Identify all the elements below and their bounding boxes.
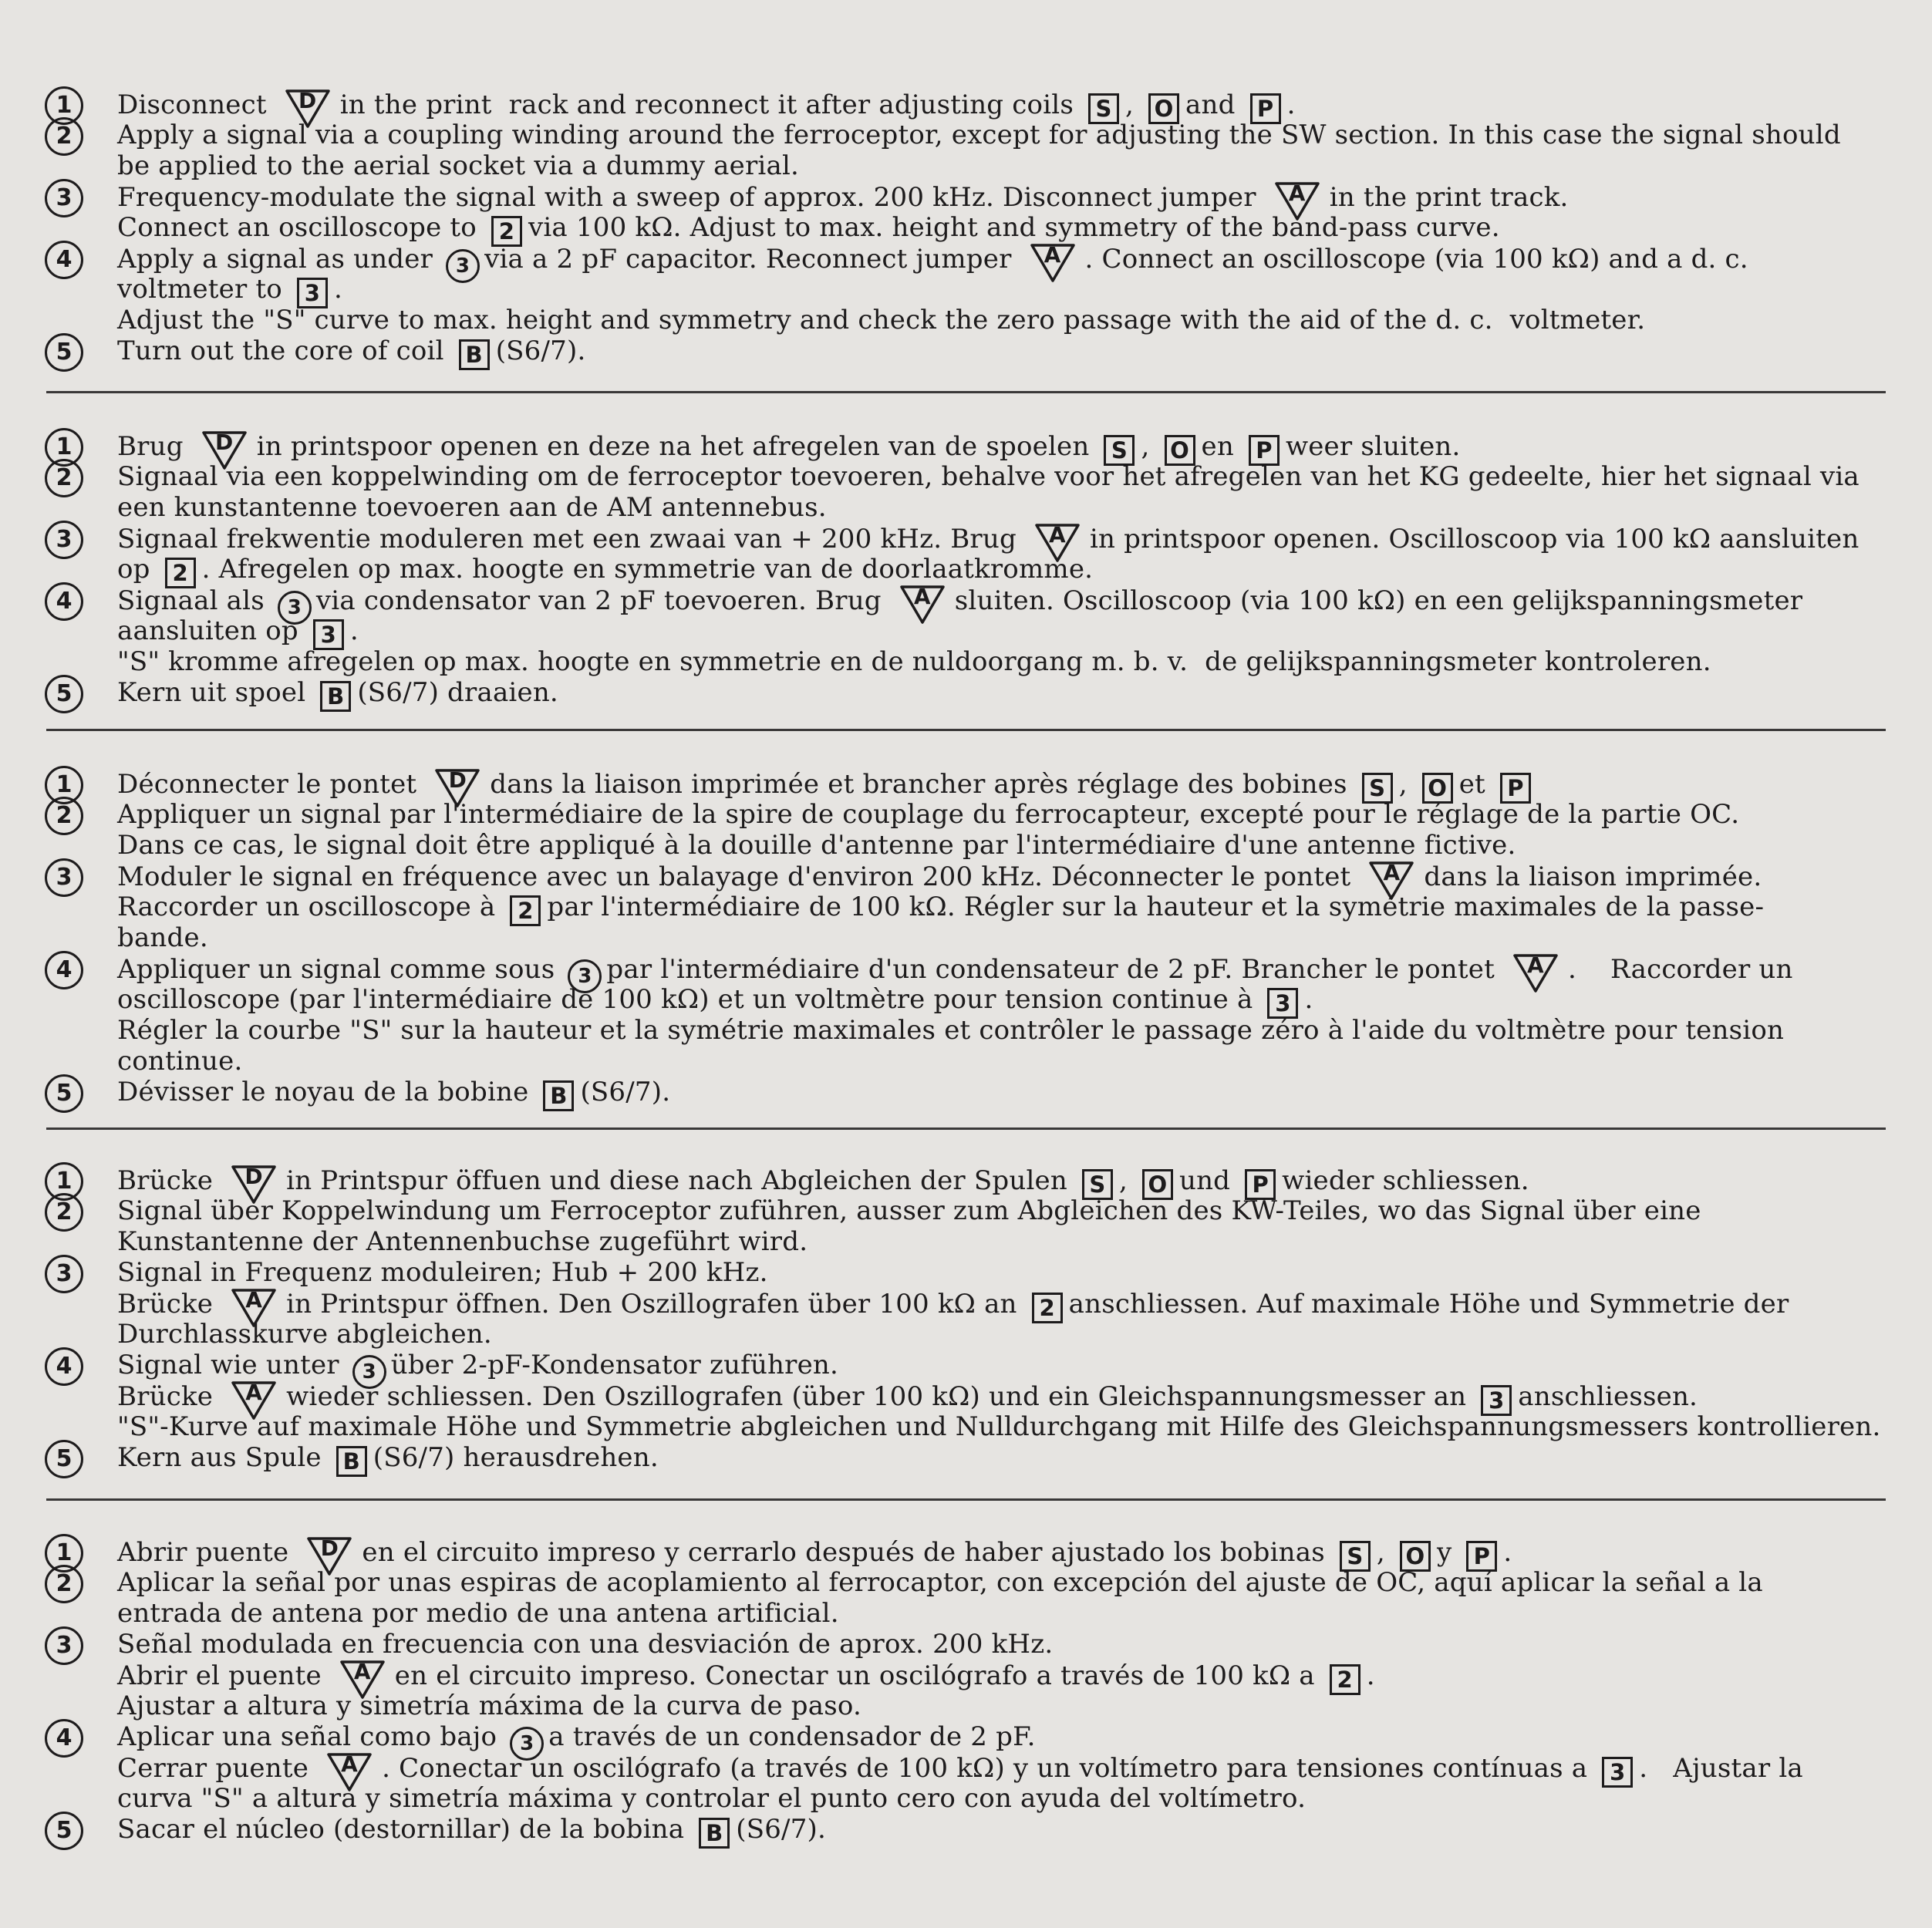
jumper-label: D xyxy=(320,1535,339,1561)
instruction-text: "S" kromme afregelen op max. hoogte en symmetrie en de nuldoorgang m. b. v. de gelijkspanningsmeter kontroleren. xyxy=(117,646,1711,677)
step-number: 4 xyxy=(45,1347,83,1386)
instruction-text: Connect an oscilloscope to xyxy=(117,212,477,243)
jumper-label: A xyxy=(245,1380,263,1405)
instruction-line xyxy=(117,212,1901,243)
boxed-reference-label: 3 xyxy=(1267,988,1298,1019)
step-number: 4 xyxy=(45,951,83,989)
instruction-text: . Connect an oscilloscope (via 100 kΩ) and a d. c. xyxy=(1084,244,1748,275)
instruction-line xyxy=(117,242,1901,278)
instruction-text: Kern aus Spule xyxy=(117,1442,322,1473)
instruction-text: . xyxy=(1366,1660,1375,1691)
step-number: 3 xyxy=(45,858,83,897)
instruction-text: dans la liaison imprimée et brancher après réglage des bobines xyxy=(490,769,1347,800)
boxed-reference-label: B xyxy=(543,1080,574,1111)
boxed-reference-label: 2 xyxy=(510,895,541,926)
section-divider xyxy=(46,729,1886,731)
instruction-text: par l'intermédiaire d'un condensateur de 2 pF. Brancher le pontet xyxy=(606,954,1495,985)
instruction-line xyxy=(117,89,1901,120)
instruction-text: . xyxy=(349,615,359,646)
step-reference-circle: 3 xyxy=(568,959,602,993)
section-divider xyxy=(46,1498,1886,1501)
instruction-text: bande. xyxy=(117,922,208,953)
step-number: 5 xyxy=(45,1074,83,1113)
instruction-line xyxy=(117,1814,1901,1845)
boxed-reference-label: O xyxy=(1400,1541,1431,1572)
step-number: 2 xyxy=(45,117,83,156)
instruction-text: continue. xyxy=(117,1046,243,1077)
instruction-text: in Printspur öffnen. Den Oszillografen über 100 kΩ an xyxy=(286,1289,1017,1320)
instruction-text: (S6/7). xyxy=(495,335,586,366)
instruction-text: "S"-Kurve auf maximale Höhe und Symmetrie abgleichen und Nulldurchgang mit Hilfe des Gleichspannungsmessers kontrollieren. xyxy=(117,1411,1881,1442)
instruction-line xyxy=(117,1350,1901,1384)
instruction-text: Dans ce cas, le signal doit être appliqué à la douille d'antenne par l'intermédiaire d'une antenne fictive. xyxy=(117,830,1516,861)
step-number: 4 xyxy=(45,582,83,621)
instruction-line xyxy=(117,1629,1901,1660)
instruction-text: in printspoor openen en deze na het afregelen van de spoelen xyxy=(256,431,1090,462)
step-reference-circle: 3 xyxy=(446,249,480,283)
instruction-text: . xyxy=(1503,1537,1512,1568)
instruction-text: Sacar el núcleo (destornillar) de la bobina xyxy=(117,1814,685,1845)
instruction-text: et xyxy=(1458,769,1485,800)
instruction-text: . xyxy=(1304,984,1313,1015)
instruction-text: via condensator van 2 pF toevoeren. Brug xyxy=(315,585,882,616)
step-number: 1 xyxy=(45,1162,83,1201)
instruction-text: Ajustar a altura y simetría máxima de la curva de paso. xyxy=(117,1690,861,1721)
instruction-text: , xyxy=(1118,1165,1128,1196)
jumper-label: A xyxy=(1527,952,1544,978)
instruction-text: Brücke xyxy=(117,1289,214,1320)
instruction-line xyxy=(117,1288,1901,1319)
instruction-line xyxy=(117,305,1901,335)
instruction-text: Brücke xyxy=(117,1165,214,1196)
instruction-text: in printspoor openen. Oscilloscoop via 100 kΩ aansluiten xyxy=(1089,524,1860,554)
instruction-line xyxy=(117,952,1901,988)
boxed-reference-label: 3 xyxy=(1602,1757,1633,1788)
boxed-reference-label: 2 xyxy=(1330,1664,1360,1695)
instruction-line xyxy=(117,1380,1901,1414)
instruction-text: , xyxy=(1398,769,1408,800)
instruction-text: par l'intermédiaire de 100 kΩ. Régler sur la hauteur et la symétrie maximales de la passe- xyxy=(547,892,1765,922)
step-number: 5 xyxy=(45,1812,83,1850)
instruction-text: . xyxy=(1286,89,1296,120)
instruction-line xyxy=(117,1411,1901,1442)
boxed-reference-label: S xyxy=(1340,1541,1371,1572)
instruction-line xyxy=(117,1690,1901,1721)
boxed-reference-label: 2 xyxy=(491,216,522,247)
instruction-text: Signaal als xyxy=(117,585,265,616)
boxed-reference-label: 3 xyxy=(1481,1385,1512,1416)
instruction-line xyxy=(117,1319,1901,1350)
boxed-reference-label: S xyxy=(1104,435,1135,466)
instruction-text: aansluiten op xyxy=(117,615,298,646)
instruction-text: Raccorder un oscilloscope à xyxy=(117,892,496,922)
boxed-reference-label: O xyxy=(1165,435,1195,466)
instruction-text: in the print rack and reconnect it after adjusting coils xyxy=(339,89,1074,120)
instruction-text: über 2-pF-Kondensator zuführen. xyxy=(390,1350,839,1380)
boxed-reference-label: P xyxy=(1250,93,1281,124)
instruction-text: wieder schliessen. xyxy=(1282,1165,1529,1196)
instruction-line xyxy=(117,1442,1901,1473)
instruction-line xyxy=(117,150,1901,181)
instruction-text: Brug xyxy=(117,431,184,462)
instruction-line xyxy=(117,646,1901,677)
instruction-text: Abrir el puente xyxy=(117,1660,322,1691)
instruction-text: . Afregelen op max. hoogte en symmetrie van de doorlaatkromme. xyxy=(201,554,1094,585)
instruction-line xyxy=(117,1164,1901,1198)
boxed-reference-label: 2 xyxy=(1032,1293,1063,1323)
instruction-text: voltmeter to xyxy=(117,274,282,305)
instruction-line xyxy=(117,984,1901,1015)
step-number: 2 xyxy=(45,1193,83,1232)
step-number: 4 xyxy=(45,1719,83,1758)
boxed-reference-label: P xyxy=(1249,435,1280,466)
instruction-text: curva "S" a altura y simetría máxima y controlar el punto cero con ayuda del voltímetro. xyxy=(117,1783,1307,1814)
jumper-label: A xyxy=(353,1659,371,1684)
instruction-text: op xyxy=(117,554,150,585)
instruction-line xyxy=(117,492,1901,523)
instruction-line xyxy=(117,430,1901,461)
instruction-line xyxy=(117,1752,1901,1783)
instruction-text: weer sluiten. xyxy=(1285,431,1461,462)
instruction-text: dans la liaison imprimée. xyxy=(1424,861,1762,892)
instruction-text: entrada de antena por medio de una antena artificial. xyxy=(117,1598,839,1629)
instruction-text: Apply a signal as under xyxy=(117,244,433,275)
instruction-text: Apply a signal via a coupling winding around the ferroceptor, except for adjusting the SW section. In this case the signal should xyxy=(117,120,1841,150)
instruction-text: sluiten. Oscilloscoop (via 100 kΩ) en een gelijkspanningsmeter xyxy=(954,585,1803,616)
step-number: 3 xyxy=(45,521,83,559)
instruction-line xyxy=(117,1567,1901,1598)
instruction-text: Signal über Koppelwindung um Ferroceptor zuführen, ausser zum Abgleichen des KW-Teiles, wo das Signal über eine xyxy=(117,1195,1701,1226)
instruction-text: en xyxy=(1201,431,1234,462)
boxed-reference-label: B xyxy=(336,1446,367,1477)
jumper-label: A xyxy=(1288,180,1306,206)
step-number: 1 xyxy=(45,86,83,125)
jumper-label: A xyxy=(913,584,931,609)
instruction-text: Signal in Frequenz moduleiren; Hub + 200 kHz. xyxy=(117,1257,768,1288)
instruction-text: (S6/7). xyxy=(580,1077,671,1107)
instruction-line xyxy=(117,1598,1901,1629)
instruction-text: Signaal via een koppelwinding om de ferroceptor toevoeren, behalve voor het afregelen van het KG gedeelte, hier het signaal via xyxy=(117,461,1860,492)
instruction-line xyxy=(117,1015,1901,1046)
instruction-text: Signal wie unter xyxy=(117,1350,339,1380)
step-number: 5 xyxy=(45,1440,83,1478)
instruction-line xyxy=(117,1195,1901,1226)
instruction-text: . Ajustar la xyxy=(1639,1753,1803,1784)
jumper-label: D xyxy=(448,767,467,793)
instruction-text: Déconnecter le pontet xyxy=(117,769,417,800)
instruction-text: , xyxy=(1125,89,1135,120)
boxed-reference-label: B xyxy=(459,339,490,370)
boxed-reference-label: 2 xyxy=(165,558,196,588)
instruction-line xyxy=(117,1077,1901,1107)
jumper-label: A xyxy=(341,1751,358,1777)
step-number: 5 xyxy=(45,675,83,713)
instruction-text: and xyxy=(1185,89,1236,120)
instruction-line xyxy=(117,830,1901,861)
instruction-line xyxy=(117,768,1901,799)
instruction-text: Frequency-modulate the signal with a sweep of approx. 200 kHz. Disconnect jumper xyxy=(117,182,1256,213)
instruction-text: (S6/7). xyxy=(736,1814,826,1845)
step-number: 4 xyxy=(45,241,83,279)
instruction-text: Disconnect xyxy=(117,89,267,120)
instruction-text: Brücke xyxy=(117,1381,214,1412)
jumper-label: D xyxy=(298,88,317,113)
jumper-label: D xyxy=(214,430,234,455)
boxed-reference-label: O xyxy=(1142,1169,1173,1200)
step-number: 1 xyxy=(45,428,83,467)
instruction-text: in the print track. xyxy=(1329,182,1569,213)
instruction-text: , xyxy=(1141,431,1150,462)
instruction-text: Régler la courbe "S" sur la hauteur et la symétrie maximales et contrôler le passage zéro à l'aide du voltmètre pour tension xyxy=(117,1015,1785,1046)
boxed-reference-label: 3 xyxy=(297,278,328,308)
instruction-text: Dévisser le noyau de la bobine xyxy=(117,1077,529,1107)
step-number: 2 xyxy=(45,797,83,835)
instruction-text: y xyxy=(1436,1537,1452,1568)
instruction-text: Turn out the core of coil xyxy=(117,335,444,366)
jumper-label: A xyxy=(1049,522,1066,548)
instruction-line xyxy=(117,584,1901,619)
instruction-text: anschliessen. Auf maximale Höhe und Symmetrie der xyxy=(1068,1289,1789,1320)
jumper-label: A xyxy=(1383,860,1401,885)
step-number: 2 xyxy=(45,1565,83,1603)
instruction-line xyxy=(117,1783,1901,1814)
instruction-text: en el circuito impreso y cerrarlo después de haber ajustado los bobinas xyxy=(362,1537,1325,1568)
instruction-line xyxy=(117,892,1901,922)
instruction-text: Abrir puente xyxy=(117,1537,289,1568)
instruction-line xyxy=(117,922,1901,953)
instruction-line xyxy=(117,120,1901,150)
instruction-text: wieder schliessen. Den Oszillografen (über 100 kΩ) und ein Gleichspannungsmesser an xyxy=(286,1381,1467,1412)
section-divider xyxy=(46,1127,1886,1130)
instruction-text: via 100 kΩ. Adjust to max. height and symmetry of the band-pass curve. xyxy=(528,212,1500,243)
step-number: 3 xyxy=(45,1255,83,1293)
instruction-text: (S6/7) herausdrehen. xyxy=(373,1442,659,1473)
instruction-line xyxy=(117,799,1901,830)
boxed-reference-label: P xyxy=(1500,773,1531,804)
instruction-text: Moduler le signal en fréquence avec un balayage d'environ 200 kHz. Déconnecter le pontet xyxy=(117,861,1351,892)
step-number: 5 xyxy=(45,333,83,372)
step-reference-circle: 3 xyxy=(510,1727,544,1761)
instruction-text: Señal modulada en frecuencia con una desviación de aprox. 200 kHz. xyxy=(117,1629,1054,1660)
boxed-reference-label: B xyxy=(699,1818,730,1849)
instruction-text: . Raccorder un xyxy=(1567,954,1793,985)
instruction-text: Kern uit spoel xyxy=(117,677,306,708)
instruction-line xyxy=(117,1257,1901,1288)
instruction-text: a través de un condensador de 2 pF. xyxy=(548,1721,1036,1752)
instruction-line xyxy=(117,1721,1901,1755)
instruction-line xyxy=(117,677,1901,708)
instruction-text: Durchlasskurve abgleichen. xyxy=(117,1319,492,1350)
step-reference-circle: 3 xyxy=(278,591,312,625)
section-divider xyxy=(46,391,1886,393)
boxed-reference-label: O xyxy=(1422,773,1453,804)
instruction-line xyxy=(117,181,1901,212)
step-number: 1 xyxy=(45,766,83,804)
jumper-label: A xyxy=(1044,242,1061,268)
instruction-text: . xyxy=(333,274,342,305)
step-reference-circle: 3 xyxy=(352,1355,386,1389)
instruction-text: Kunstantenne der Antennenbuchse zugeführt wird. xyxy=(117,1226,808,1257)
instruction-line xyxy=(117,1226,1901,1257)
instruction-text: anschliessen. xyxy=(1518,1381,1698,1412)
instruction-line xyxy=(117,461,1901,492)
instruction-line xyxy=(117,274,1901,305)
boxed-reference-label: S xyxy=(1088,93,1119,124)
instruction-line xyxy=(117,335,1901,366)
step-number: 1 xyxy=(45,1534,83,1572)
instruction-text: be applied to the aerial socket via a dummy aerial. xyxy=(117,150,800,181)
instruction-text: Aplicar la señal por unas espiras de acoplamiento al ferrocaptor, con excepción del ajuste de OC, aquí aplicar la señal a la xyxy=(117,1567,1763,1598)
instruction-line xyxy=(117,554,1901,585)
instruction-line xyxy=(117,861,1901,892)
step-number: 3 xyxy=(45,1626,83,1665)
boxed-reference-label: P xyxy=(1466,1541,1497,1572)
boxed-reference-label: O xyxy=(1148,93,1179,124)
jumper-label: A xyxy=(245,1287,263,1313)
instruction-text: via a 2 pF capacitor. Reconnect jumper xyxy=(484,244,1012,275)
boxed-reference-label: 3 xyxy=(313,619,344,650)
instruction-line xyxy=(117,615,1901,646)
instruction-text: Cerrar puente xyxy=(117,1753,309,1784)
instruction-line xyxy=(117,1046,1901,1077)
boxed-reference-label: S xyxy=(1082,1169,1113,1200)
instruction-text: in Printspur öffuen und diese nach Abgleichen der Spulen xyxy=(286,1165,1067,1196)
instruction-text: , xyxy=(1376,1537,1385,1568)
instruction-text: . Conectar un oscilógrafo (a través de 100 kΩ) y un voltímetro para tensiones contínuas a xyxy=(382,1753,1588,1784)
instruction-line xyxy=(117,1659,1901,1693)
instruction-text: oscilloscope (par l'intermédiaire de 100 kΩ) et un voltmètre pour tension continue à xyxy=(117,984,1253,1015)
step-number: 3 xyxy=(45,179,83,217)
instruction-text: und xyxy=(1178,1165,1231,1196)
instruction-line xyxy=(117,523,1901,554)
instruction-text: Adjust the "S" curve to max. height and symmetry and check the zero passage with the aid of the d. c. voltmeter. xyxy=(117,305,1646,335)
instruction-text: een kunstantenne toevoeren aan de AM antennebus. xyxy=(117,492,827,523)
jumper-label: D xyxy=(244,1164,263,1189)
boxed-reference-label: B xyxy=(320,681,351,712)
instruction-text: Signaal frekwentie moduleren met een zwaai van + 200 kHz. Brug xyxy=(117,524,1017,554)
boxed-reference-label: P xyxy=(1245,1169,1276,1200)
instruction-text: (S6/7) draaien. xyxy=(357,677,558,708)
step-number: 2 xyxy=(45,459,83,497)
instruction-text: Appliquer un signal comme sous xyxy=(117,954,555,985)
instruction-text: en el circuito impreso. Conectar un oscilógrafo a través de 100 kΩ a xyxy=(394,1660,1315,1691)
instruction-text: Appliquer un signal par l'intermédiaire de la spire de couplage du ferrocapteur, excepté pour le réglage de la partie OC. xyxy=(117,799,1740,830)
instruction-text: Aplicar una señal como bajo xyxy=(117,1721,497,1752)
boxed-reference-label: S xyxy=(1362,773,1393,804)
instruction-line xyxy=(117,1536,1901,1567)
